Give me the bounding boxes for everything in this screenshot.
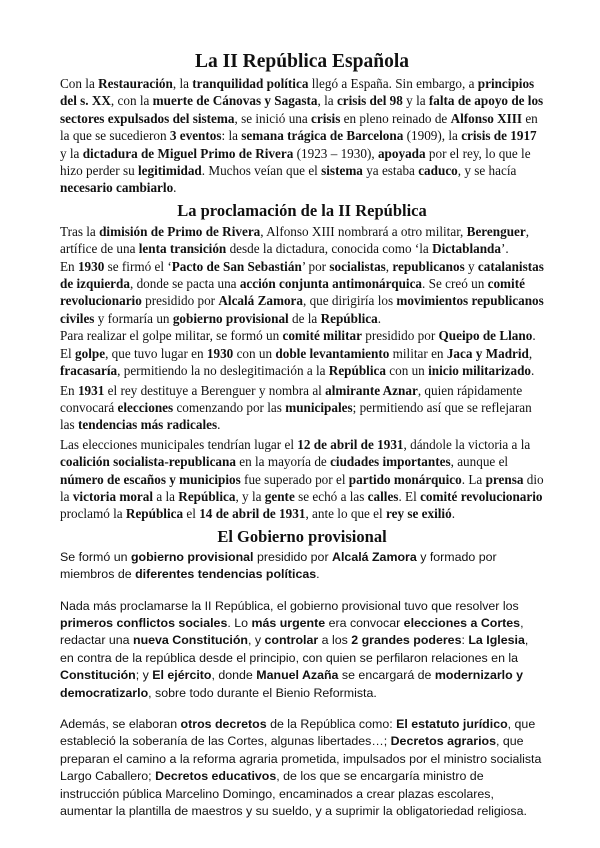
text-run: (1923 – 1930), [293, 145, 378, 161]
text-run: dio la [60, 471, 544, 504]
bold-text-run: comité revolucionario [60, 276, 525, 309]
text-run: llegó a España. Sin embargo, a [308, 76, 478, 91]
bold-text-run: Queipo de Llano [438, 328, 533, 344]
text-run: . Lo [227, 615, 252, 630]
text-run: , aunque el [450, 454, 509, 470]
text-run: proclamó la [60, 506, 126, 522]
text-run: , Alfonso XIII nombrará a otro militar, [260, 223, 467, 239]
paragraph-conflictos [60, 598, 544, 702]
bold-text-run: El ejército [152, 668, 212, 683]
text-run: por el rey, lo que le hizo perder su [60, 145, 531, 179]
text-run: . [217, 417, 221, 433]
text-run: (1909), la [403, 128, 462, 144]
text-run: el [183, 506, 200, 522]
text-run: , [528, 345, 533, 361]
text-run: en la mayoría de [235, 454, 331, 470]
bold-text-run: municipales [285, 399, 353, 415]
text-run: con un [233, 345, 276, 361]
bold-text-run: primeros conflictos sociales [60, 615, 228, 630]
text-run: , artífice de una [60, 223, 530, 257]
text-run: , de los que se encargaría ministro de instrucción pública Marcelino Domingo, encaminados a crear plazas escolares, aumentar la plantilla de maestros y su sueldo, y a suprimir la obligatoriedad religiosa. [60, 769, 527, 819]
bold-text-run: crisis del 98 [336, 93, 403, 109]
text-run: . El [60, 328, 536, 361]
text-run: fue superado por el [240, 471, 349, 487]
bold-text-run: dictadura de Miguel Primo de Rivera [82, 145, 294, 161]
text-run: : la [221, 128, 242, 144]
text-run: . El [398, 488, 421, 504]
bold-text-run: Pacto de San Sebastián [171, 258, 302, 274]
bold-text-run: lenta transición [138, 241, 227, 257]
bold-text-run: Decretos educativos [155, 769, 277, 784]
text-run: , sobre todo durante el Bienio Reformista. [148, 685, 377, 700]
section-heading-gobierno: El Gobierno provisional [217, 526, 387, 546]
text-run: , que estableció la soberanía de las Cortes, algunas libertades…; [60, 717, 536, 749]
bold-text-run: 1930 [206, 345, 234, 361]
text-run: , donde se pacta una [129, 276, 240, 292]
bold-text-run: Alcalá Zamora [218, 293, 303, 309]
text-run: , donde [211, 668, 257, 683]
text-run: , dándole la victoria a la [403, 436, 531, 452]
bold-text-run: elecciones a Cortes [403, 615, 521, 630]
bold-text-run: nueva Constitución [133, 633, 248, 648]
text-run: , ante lo que el [305, 506, 386, 522]
bold-text-run: número de escaños y municipios [60, 471, 241, 487]
bold-text-run: republicanos [392, 258, 465, 274]
bold-text-run: almirante Aznar [325, 382, 418, 398]
bold-text-run: República [328, 363, 386, 379]
bold-text-run: partido monárquico [348, 471, 462, 487]
bold-text-run: socialistas [329, 258, 386, 274]
text-run: presidido por [361, 328, 439, 344]
bold-text-run: modernizarlo y democratizarlo [60, 668, 524, 700]
text-run: en pleno reinado de [340, 110, 451, 126]
text-run: , y la [235, 488, 265, 504]
text-run: . [531, 363, 535, 379]
bold-text-run: catalanistas de izquierda [60, 258, 544, 292]
bold-text-run: ciudades importantes [330, 454, 451, 470]
bold-text-run: prensa [485, 471, 524, 487]
text-run: , la [317, 93, 337, 109]
text-run: Se formó un [60, 549, 131, 564]
paragraph-decretos [60, 716, 544, 820]
bold-text-run: Berenguer [466, 223, 526, 239]
text-run: militar en [389, 345, 447, 361]
bold-text-run: 12 de abril de 1931 [297, 436, 404, 452]
bold-text-run: sistema [321, 163, 363, 179]
bold-text-run: falta de apoyo de los sectores expulsados del sistema [60, 93, 544, 126]
text-run: se encargará de [338, 668, 435, 683]
bold-text-run: fracasaría [60, 363, 118, 379]
bold-text-run: tendencias más radicales [77, 417, 218, 433]
bold-text-run: movimientos republicanos civiles [60, 293, 544, 326]
text-run: comenzando por las [173, 399, 286, 415]
bold-text-run: Dictablanda [432, 241, 501, 257]
text-run: era convocar [325, 615, 404, 630]
bold-text-run: crisis de 1917 [461, 128, 537, 144]
text-run: . [451, 506, 455, 522]
bold-text-run: apoyada [377, 145, 426, 161]
bold-text-run: Decretos agrarios [390, 734, 496, 749]
text-run: con un [385, 363, 429, 379]
text-run: , la [172, 76, 193, 91]
bold-text-run: 14 de abril de 1931 [199, 506, 306, 522]
text-run: ; permitiendo así que se reflejaran las [60, 399, 532, 433]
text-run: de la República como: [266, 717, 397, 731]
text-run: Nada más proclamarse la II República, el gobierno provisional tuvo que resolver los [60, 598, 519, 613]
text-run: desde la dictadura, conocida como ‘la [226, 241, 433, 257]
text-run: en la que se sucedieron [60, 110, 538, 144]
text-run: , permitiendo la no deslegitimación a la [117, 363, 329, 379]
text-run: ’ por [301, 258, 330, 274]
bold-text-run: elecciones [117, 399, 174, 415]
text-run: y [464, 258, 478, 274]
text-run: , que tuvo lugar en [105, 345, 207, 361]
bold-text-run: victoria moral [72, 488, 154, 504]
bold-text-run: caduco [418, 163, 458, 179]
bold-text-run: La Iglesia [468, 633, 525, 648]
text-run: . Muchos veían que el [201, 163, 322, 179]
text-run: . La [461, 471, 486, 487]
bold-text-run: controlar [264, 633, 319, 648]
bold-text-run: República [178, 488, 236, 504]
text-run: se echó a las [294, 488, 368, 504]
document-page [60, 50, 544, 820]
text-run: presidido por [253, 549, 333, 564]
text-run: presidido por [141, 293, 219, 309]
bold-text-run: golpe [75, 345, 106, 361]
text-run: Tras la [60, 223, 100, 239]
text-run: ’. [500, 241, 509, 257]
text-run: y la [60, 145, 83, 161]
text-run: , que preparan el camino a la reforma agraria prometida, impulsados por el ministro socialista Largo Caballero; [60, 734, 542, 784]
paragraph-golpe [60, 327, 544, 379]
text-run: ; y [135, 668, 153, 683]
text-run: . [173, 180, 177, 196]
bold-text-run: doble levantamiento [275, 345, 390, 361]
text-run: de la [288, 310, 321, 326]
text-run: Para realizar el golpe militar, se formó un [60, 328, 283, 344]
text-run: , redactar una [60, 615, 524, 648]
text-run: Las elecciones municipales tendrían lugar el [60, 436, 298, 452]
bold-text-run: gente [264, 488, 295, 504]
bold-text-run: Alcalá Zamora [332, 549, 417, 564]
document-title: La II República Española [194, 51, 410, 72]
bold-text-run: muerte de Cánovas y Sagasta [152, 93, 318, 109]
bold-text-run: República [320, 310, 378, 326]
text-run: Además, se elaboran [60, 717, 181, 731]
paragraph-gobierno-provisional [60, 549, 544, 584]
text-run: , se inició una [234, 110, 312, 126]
text-run: el rey destituye a Berenguer y nombra al [104, 382, 326, 398]
text-run: a la [153, 488, 179, 504]
text-run: , en contra de la república desde el principio, con quien se perfilaron relaciones en la [60, 633, 529, 665]
bold-text-run: semana trágica de Barcelona [241, 128, 404, 144]
text-run: y formaría un [94, 310, 173, 326]
bold-text-run: crisis [311, 110, 341, 126]
bold-text-run: Constitución [60, 668, 136, 683]
bold-text-run: principios del s. XX [60, 76, 535, 109]
text-run: En [60, 258, 78, 274]
text-run: , que dirigiría los [302, 293, 397, 309]
text-run: Con la [60, 76, 99, 91]
bold-text-run: Manuel Azaña [256, 668, 339, 683]
bold-text-run: acción conjunta antimonárquica [239, 276, 423, 292]
text-run: se firmó el ‘ [104, 258, 172, 274]
text-run: . [316, 567, 320, 582]
bold-text-run: coalición socialista-republicana [60, 454, 236, 470]
text-run: y formado por miembros de [60, 549, 497, 582]
bold-text-run: 1930 [77, 258, 105, 274]
bold-text-run: comité revolucionario [420, 488, 543, 504]
bold-text-run: República [125, 506, 184, 522]
text-run: , quien rápidamente convocará [60, 382, 523, 415]
bold-text-run: necesario cambiarlo [60, 180, 174, 196]
bold-text-run: 1931 [77, 382, 105, 398]
bold-text-run: 3 eventos [169, 128, 222, 144]
bold-text-run: diferentes tendencias políticas [135, 567, 317, 582]
bold-text-run: Restauración [98, 76, 173, 91]
text-run: . [377, 310, 382, 326]
bold-text-run: dimisión de Primo de Rivera [99, 223, 261, 239]
bold-text-run: otros decretos [180, 717, 267, 731]
paragraph-pacto [60, 258, 544, 328]
bold-text-run: tranquilidad política [192, 76, 309, 91]
text-run: y la [402, 93, 429, 109]
paragraph-elecciones [60, 436, 544, 523]
paragraph-intro [60, 75, 544, 197]
bold-text-run: más urgente [251, 615, 326, 630]
paragraph-aznar [60, 382, 544, 434]
text-run: , y [247, 633, 265, 648]
bold-text-run: legitimidad [138, 163, 202, 179]
text-run: a los [318, 633, 352, 648]
text-run: En [60, 382, 78, 398]
section-heading-proclamacion: La proclamación de la II República [177, 200, 427, 220]
bold-text-run: rey se exilió [386, 506, 452, 522]
bold-text-run: inicio militarizado [428, 363, 532, 379]
text-run: . Se creó un [422, 276, 488, 292]
text-run: : [461, 633, 469, 648]
bold-text-run: comité militar [282, 328, 362, 344]
bold-text-run: gobierno provisional [130, 549, 254, 564]
text-run: , y se hacía [457, 163, 517, 179]
text-run: , con la [110, 93, 153, 109]
bold-text-run: 2 grandes poderes [351, 633, 462, 648]
bold-text-run: Alfonso XIII [450, 110, 523, 126]
paragraph-dimision [60, 223, 544, 258]
bold-text-run: gobierno provisional [172, 310, 289, 326]
bold-text-run: El estatuto jurídico [396, 717, 508, 731]
text-run: ya estaba [362, 163, 419, 179]
bold-text-run: Jaca y Madrid [446, 345, 529, 361]
text-run: , [385, 258, 393, 274]
bold-text-run: calles [367, 488, 399, 504]
